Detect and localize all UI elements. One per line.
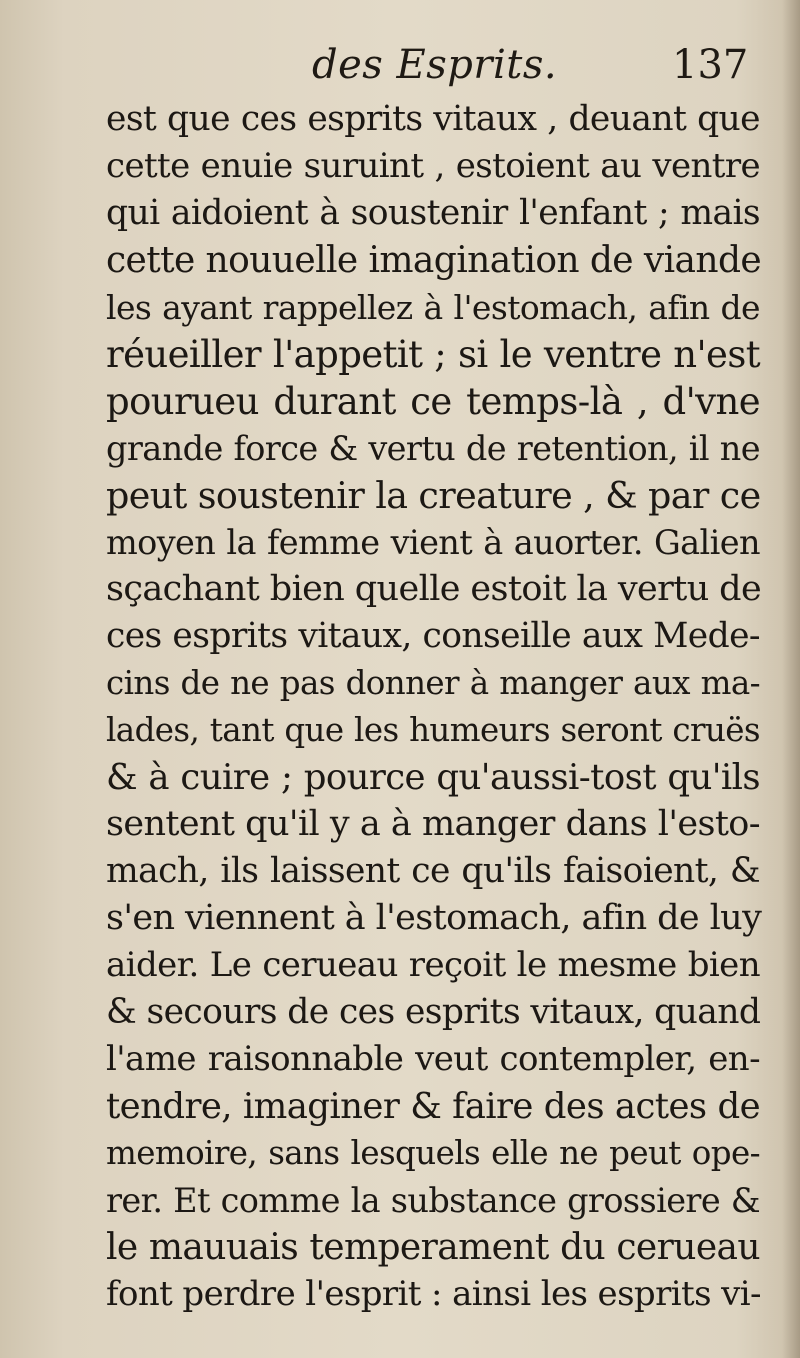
text-line: sçachant bien quelle estoit la vertu de <box>106 569 762 609</box>
text-line: aider. Le cerueau reçoit le mesme bien <box>106 945 760 985</box>
text-line: grande force & vertu de retention, il ne <box>106 429 760 468</box>
text-line: font perdre l'esprit : ainsi les esprits vi- <box>106 1274 761 1314</box>
text-line: & secours de ces esprits vitaux, quand <box>106 992 761 1032</box>
text-line: cette enuie suruint , estoient au ventre <box>106 146 760 186</box>
text-line: sentent qu'il y a à manger dans l'esto- <box>106 804 760 844</box>
text-line: qui aidoient à soustenir l'enfant ; mais <box>106 193 760 233</box>
page-number: 137 <box>672 42 749 88</box>
text-line: peut soustenir la creature , & par ce <box>106 474 761 517</box>
text-line: pourueu durant ce temps-là , d'vne <box>106 380 760 423</box>
text-line: lades, tant que les humeurs seront cruës <box>106 711 760 749</box>
text-line: tendre, imaginer & faire des actes de <box>106 1086 760 1127</box>
text-line: mach, ils laissent ce qu'ils faisoient, & <box>106 851 760 891</box>
text-line: & à cuire ; pource qu'aussi-tost qu'ils <box>106 757 760 798</box>
text-line: les ayant rappellez à l'estomach, afin de <box>106 288 760 327</box>
text-line: cins de ne pas donner à manger aux ma- <box>106 664 760 702</box>
text-line: memoire, sans lesquels elle ne peut ope- <box>106 1134 760 1172</box>
text-line: moyen la femme vient à auorter. Galien <box>106 523 760 562</box>
text-line: le mauuais temperament du cerueau <box>106 1227 760 1268</box>
text-line: est que ces esprits vitaux , deuant que <box>106 99 760 139</box>
text-line: l'ame raisonnable veut contempler, en- <box>106 1039 760 1079</box>
text-line: ces esprits vitaux, conseille aux Mede- <box>106 616 760 656</box>
text-line: cette nouuelle imagination de viande <box>106 240 762 281</box>
body-text <box>106 96 760 1318</box>
text-line: réueiller l'appetit ; si le ventre n'est <box>106 333 760 376</box>
page-header <box>0 38 800 98</box>
text-line: s'en viennent à l'estomach, afin de luy <box>106 898 762 938</box>
text-line: rer. Et comme la substance grossiere & <box>106 1181 760 1220</box>
running-head: des Esprits. <box>312 42 558 88</box>
